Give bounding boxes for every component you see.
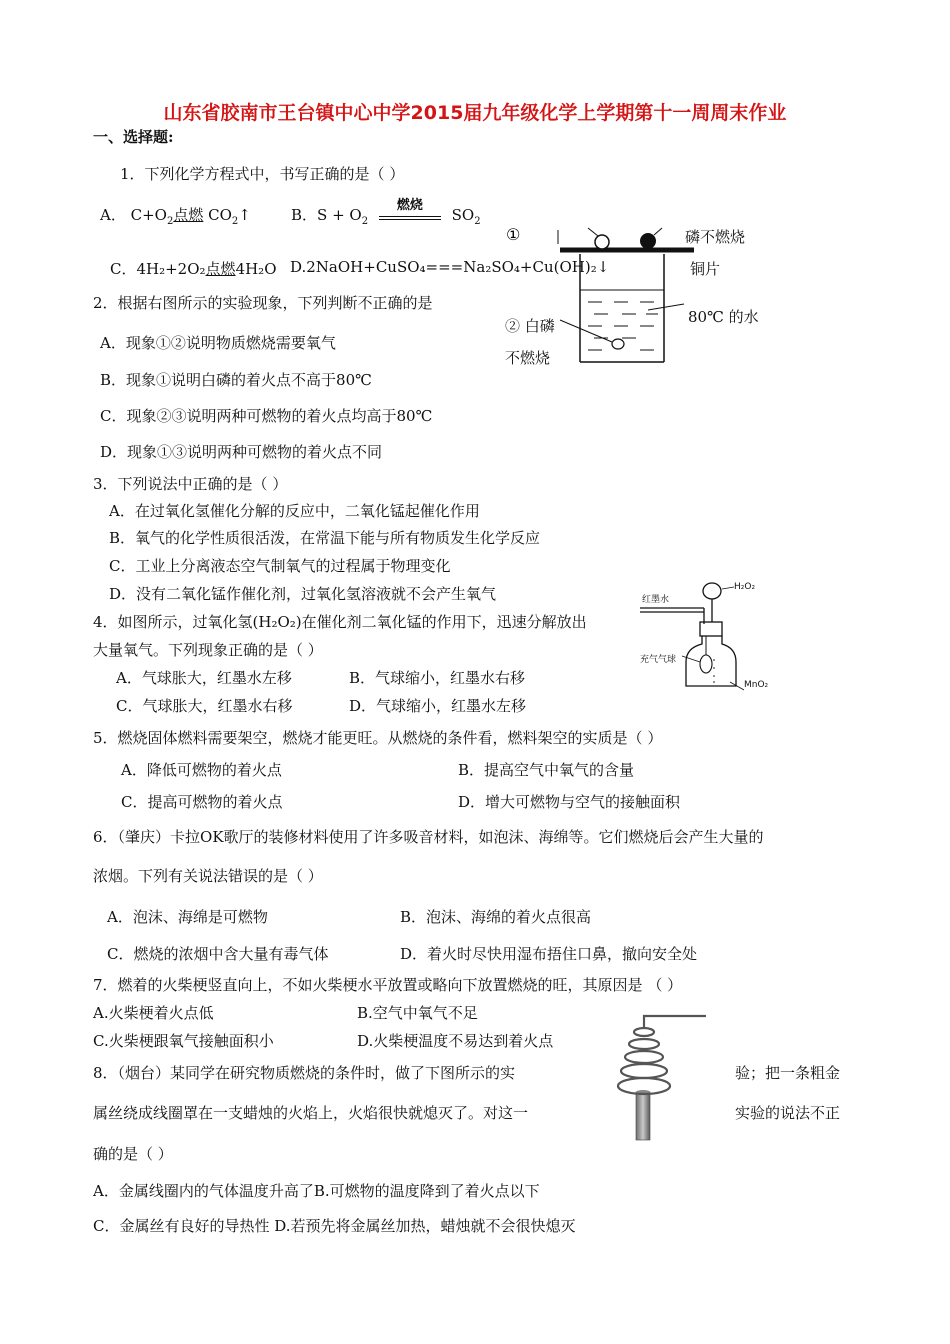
q3-option-d: D．没有二氧化锰作催化剂，过氧化氢溶液就不会产生氧气 bbox=[109, 585, 497, 603]
q4-option-b: B．气球缩小，红墨水右移 bbox=[349, 669, 526, 687]
fig-label-water: 80℃ 的水 bbox=[688, 308, 759, 326]
fig-label-balloon: 充气气球 bbox=[640, 655, 677, 665]
q4-option-a: A．气球胀大，红墨水左移 bbox=[116, 669, 292, 687]
page-title: 山东省胶南市王台镇中心中学2015届九年级化学上学期第十一周周末作业 bbox=[163, 102, 787, 124]
q5-option-c: C．提高可燃物的着火点 bbox=[121, 793, 283, 811]
q8-stem-line2a: 属丝绕成线圈罩在一支蜡烛的火焰上，火焰很快就熄灭了。对这一 bbox=[93, 1104, 529, 1122]
q4-option-d: D．气球缩小，红墨水左移 bbox=[349, 697, 527, 715]
q3-option-a: A．在过氧化氢催化分解的反应中，二氧化锰起催化作用 bbox=[109, 502, 480, 520]
q7-option-c: C.火柴梗跟氧气接触面积小 bbox=[93, 1032, 274, 1050]
q8-stem-line1b: 验；把一条粗金 bbox=[735, 1064, 841, 1082]
q7-option-b: B.空气中氧气不足 bbox=[357, 1004, 478, 1022]
q3-option-c: C．工业上分离液态空气制氧气的过程属于物理变化 bbox=[109, 557, 451, 575]
q1-stem: 1．下列化学方程式中，书写正确的是（ ） bbox=[120, 165, 405, 183]
fig-label-h2o2: H₂O₂ bbox=[734, 582, 756, 592]
q3-stem: 3．下列说法中正确的是（ ） bbox=[93, 475, 288, 493]
section-heading: 一、选择题: bbox=[93, 128, 174, 146]
q1-option-c: C．4H₂+2O₂点燃4H₂O bbox=[110, 260, 277, 278]
q1-option-a: A． $C+O_2$点燃 $CO_2↑$ bbox=[100, 206, 251, 227]
q6-stem-line1: 6．（肇庆）卡拉OK歌厅的装修材料使用了许多吸音材料，如泡沫、海绵等。它们燃烧后会产生大量的 bbox=[93, 828, 764, 846]
q5-option-a: A．降低可燃物的着火点 bbox=[121, 761, 282, 779]
q2-option-d: D．现象①③说明两种可燃物的着火点不同 bbox=[100, 443, 383, 461]
fig-label-copper: 铜片 bbox=[690, 260, 721, 278]
q8-stem-line3: 确的是（ ） bbox=[93, 1145, 173, 1163]
q4-stem-line2: 大量氧气。下列现象正确的是（ ） bbox=[93, 641, 323, 659]
q7-option-a: A.火柴梗着火点低 bbox=[93, 1004, 214, 1022]
fig-label-mno2: MnO₂ bbox=[744, 680, 769, 690]
coil-candle-figure bbox=[602, 1000, 710, 1145]
q1-option-d: D.2NaOH+CuSO₄===Na₂SO₄+Cu(OH)₂↓ bbox=[290, 258, 610, 276]
q3-option-b: B．氧气的化学性质很活泼，在常温下能与所有物质发生化学反应 bbox=[109, 529, 541, 547]
q7-stem: 7．燃着的火柴梗竖直向上，不如火柴梗水平放置或略向下放置燃烧的旺，其原因是 （ ） bbox=[93, 976, 683, 994]
fig-label-red-phosphorus: 磷不燃烧 bbox=[685, 228, 746, 246]
q1-option-b: B．$S + O_2$ 燃烧 $SO_2$ bbox=[291, 198, 481, 227]
q8-stem-line2b: 实验的说法不正 bbox=[735, 1104, 841, 1122]
q6-option-d: D．着火时尽快用湿布捂住口鼻，撤向安全处 bbox=[400, 945, 698, 963]
q5-option-d: D．增大可燃物与空气的接触面积 bbox=[458, 793, 681, 811]
q5-option-b: B．提高空气中氧气的含量 bbox=[458, 761, 635, 779]
q2-stem: 2．根据右图所示的实验现象，下列判断不正确的是 bbox=[93, 294, 433, 312]
q8-stem-line1a: 8．（烟台）某同学在研究物质燃烧的条件时，做了下图所示的实 bbox=[93, 1064, 516, 1082]
q6-stem-line2: 浓烟。下列有关说法错误的是（ ） bbox=[93, 867, 323, 885]
fig-label-not-burning: 不燃烧 bbox=[505, 349, 551, 367]
q6-option-b: B．泡沫、海绵的着火点很高 bbox=[400, 908, 592, 926]
fig-label-white-phosphorus: ② 白磷 bbox=[505, 317, 555, 335]
q2-option-b: B．现象①说明白磷的着火点不高于80℃ bbox=[100, 371, 372, 389]
q6-option-a: A．泡沫、海绵是可燃物 bbox=[107, 908, 268, 926]
q4-option-c: C．气球胀大，红墨水右移 bbox=[116, 697, 293, 715]
q2-option-c: C．现象②③说明两种可燃物的着火点均高于80℃ bbox=[100, 407, 433, 425]
q8-options-cd: C．金属丝有良好的导热性 D.若预先将金属丝加热，蜡烛就不会很快熄灭 bbox=[93, 1217, 576, 1235]
q6-option-c: C．燃烧的浓烟中含大量有毒气体 bbox=[107, 945, 329, 963]
q2-option-a: A．现象①②说明物质燃烧需要氧气 bbox=[100, 334, 336, 352]
fig-label-red-ink: 红墨水 bbox=[642, 595, 670, 605]
q4-stem-line1: 4．如图所示，过氧化氢(H₂O₂)在催化剂二氧化锰的作用下，迅速分解放出 bbox=[93, 613, 587, 631]
q5-stem: 5．燃烧固体燃料需要架空，燃烧才能更旺。从燃烧的条件看，燃料架空的实质是（ ） bbox=[93, 729, 663, 747]
fig-label-1: ① bbox=[506, 225, 521, 244]
q7-option-d: D.火柴梗温度不易达到着火点 bbox=[357, 1032, 554, 1050]
q8-options-ab: A．金属线圈内的气体温度升高了B.可燃物的温度降到了着火点以下 bbox=[93, 1182, 540, 1200]
